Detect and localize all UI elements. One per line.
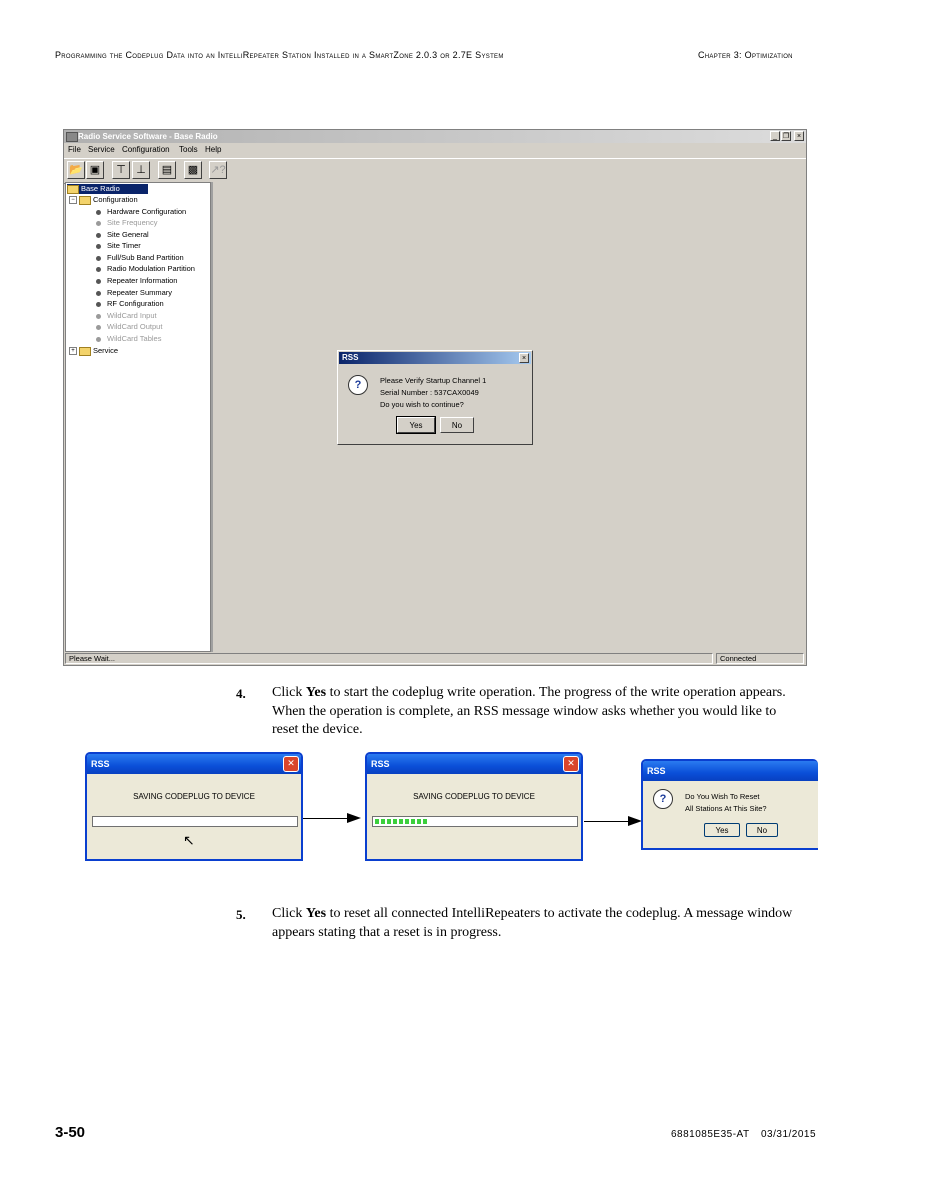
reset-line-2: All Stations At This Site?: [685, 804, 767, 813]
no-button[interactable]: No: [440, 417, 474, 433]
progress-bar: [92, 816, 298, 827]
app-icon: [66, 132, 78, 142]
verify-dialog: [337, 350, 533, 445]
bullet-icon: [96, 221, 101, 226]
arrow-icon: [347, 813, 361, 823]
navigation-tree: [65, 182, 211, 652]
question-icon: ?: [653, 789, 673, 809]
mouse-cursor-icon: ↖: [183, 832, 195, 848]
saving-message: SAVING CODEPLUG TO DEVICE: [413, 792, 535, 801]
step-5-number: 5.: [236, 907, 246, 922]
tree-configuration[interactable]: − Configuration: [69, 195, 138, 205]
save-icon[interactable]: ▣: [86, 161, 104, 179]
dialog-line-1: Please Verify Startup Channel 1: [380, 376, 487, 385]
menu-file[interactable]: File: [68, 145, 81, 154]
dialog-title: RSS: [339, 352, 531, 364]
running-header-left: Programming the Codeplug Data into an IntelliRepeater Station Installed in a SmartZone 2.0.3 or 2.7E System: [55, 50, 504, 60]
tree-service[interactable]: + Service: [69, 346, 118, 356]
bullet-icon: [96, 302, 101, 307]
bullet-icon: [96, 244, 101, 249]
page-number: 3-50: [55, 1124, 86, 1141]
tree-item[interactable]: Radio Modulation Partition: [96, 264, 195, 273]
tree-item[interactable]: WildCard Input: [96, 311, 157, 320]
arrow-icon: [628, 816, 642, 826]
bullet-icon: [96, 233, 101, 238]
bullet-icon: [96, 267, 101, 272]
tree-item[interactable]: Full/Sub Band Partition: [96, 253, 184, 262]
progress-bar: [372, 816, 578, 827]
tree-item[interactable]: RF Configuration: [96, 299, 164, 308]
bullet-icon: [96, 256, 101, 261]
tree-item[interactable]: WildCard Output: [96, 322, 162, 331]
toolbar: [64, 158, 806, 184]
progress-fill: [375, 819, 429, 824]
close-button[interactable]: ×: [794, 131, 804, 141]
restore-button[interactable]: ❐: [782, 133, 790, 140]
program-icon[interactable]: ▤: [158, 161, 176, 179]
network-icon[interactable]: ▩: [184, 161, 202, 179]
expand-icon[interactable]: +: [69, 347, 77, 355]
folder-open-icon: [79, 196, 91, 205]
bullet-icon: [96, 314, 101, 319]
bullet-icon: [96, 279, 101, 284]
menu-help[interactable]: Help: [205, 145, 222, 154]
menu-configuration[interactable]: Configuration: [122, 145, 170, 154]
saving-dialog-start: [85, 752, 303, 861]
tree-item[interactable]: WildCard Tables: [96, 334, 161, 343]
close-icon[interactable]: ✕: [283, 756, 299, 772]
menu-bar: [64, 143, 806, 157]
status-message: Please Wait...: [65, 653, 713, 664]
collapse-icon[interactable]: −: [69, 196, 77, 204]
folder-icon: [67, 185, 79, 194]
help-icon[interactable]: ↗?: [209, 161, 227, 179]
tree-item[interactable]: Site Frequency: [96, 218, 157, 227]
window-title: Radio Service Software - Base Radio: [78, 132, 218, 141]
document-number: 6881085E35-AT: [671, 1129, 750, 1140]
arrow-line: [303, 818, 349, 819]
bullet-icon: [96, 337, 101, 342]
running-header-right: Chapter 3: Optimization: [698, 50, 793, 60]
tree-item[interactable]: Repeater Summary: [96, 288, 172, 297]
connection-status: Connected: [716, 653, 804, 664]
reset-dialog: [641, 759, 818, 850]
open-icon[interactable]: 📂: [67, 161, 85, 179]
tree-item[interactable]: Site General: [96, 230, 149, 239]
reset-line-1: Do You Wish To Reset: [685, 792, 760, 801]
tree-root[interactable]: Base Radio: [67, 184, 148, 194]
tree-item[interactable]: Site Timer: [96, 241, 141, 250]
step-4-number: 4.: [236, 686, 246, 701]
dialog-close-icon[interactable]: ×: [519, 353, 529, 363]
dialog-title: RSS: [87, 754, 301, 774]
document-date: 03/31/2015: [761, 1129, 817, 1140]
status-bar: [64, 652, 806, 665]
saving-dialog-progress: [365, 752, 583, 861]
dialog-line-2: Serial Number : 537CAX0049: [380, 388, 479, 397]
yes-button[interactable]: Yes: [704, 823, 740, 837]
step-5-text: Click Yes to reset all connected IntelliRepeaters to activate the codeplug. A message window appears stating that a reset is in progress.: [272, 906, 793, 940]
write-device-icon[interactable]: ⊥: [132, 161, 150, 179]
question-icon: ?: [348, 375, 368, 395]
dialog-title: RSS: [643, 761, 818, 781]
menu-service[interactable]: Service: [88, 145, 115, 154]
dialog-line-3: Do you wish to continue?: [380, 400, 464, 409]
step-4-text: Click Yes to start the codeplug write operation. The progress of the write operation appears. When the operation is complete, an RSS message window asks whether you would like to reset the device.: [272, 685, 786, 737]
arrow-line: [584, 821, 630, 822]
dialog-title: RSS: [367, 754, 581, 774]
bullet-icon: [96, 291, 101, 296]
bullet-icon: [96, 210, 101, 215]
bullet-icon: [96, 325, 101, 330]
no-button[interactable]: No: [746, 823, 778, 837]
folder-icon: [79, 347, 91, 356]
close-icon[interactable]: ✕: [563, 756, 579, 772]
title-bar: [64, 130, 806, 143]
yes-button[interactable]: Yes: [397, 417, 435, 433]
menu-tools[interactable]: Tools: [179, 145, 198, 154]
tree-item[interactable]: Repeater Information: [96, 276, 177, 285]
minimize-button[interactable]: _: [770, 131, 780, 141]
read-device-icon[interactable]: ⊤: [112, 161, 130, 179]
tree-item[interactable]: Hardware Configuration: [96, 207, 186, 216]
saving-message: SAVING CODEPLUG TO DEVICE: [133, 792, 255, 801]
